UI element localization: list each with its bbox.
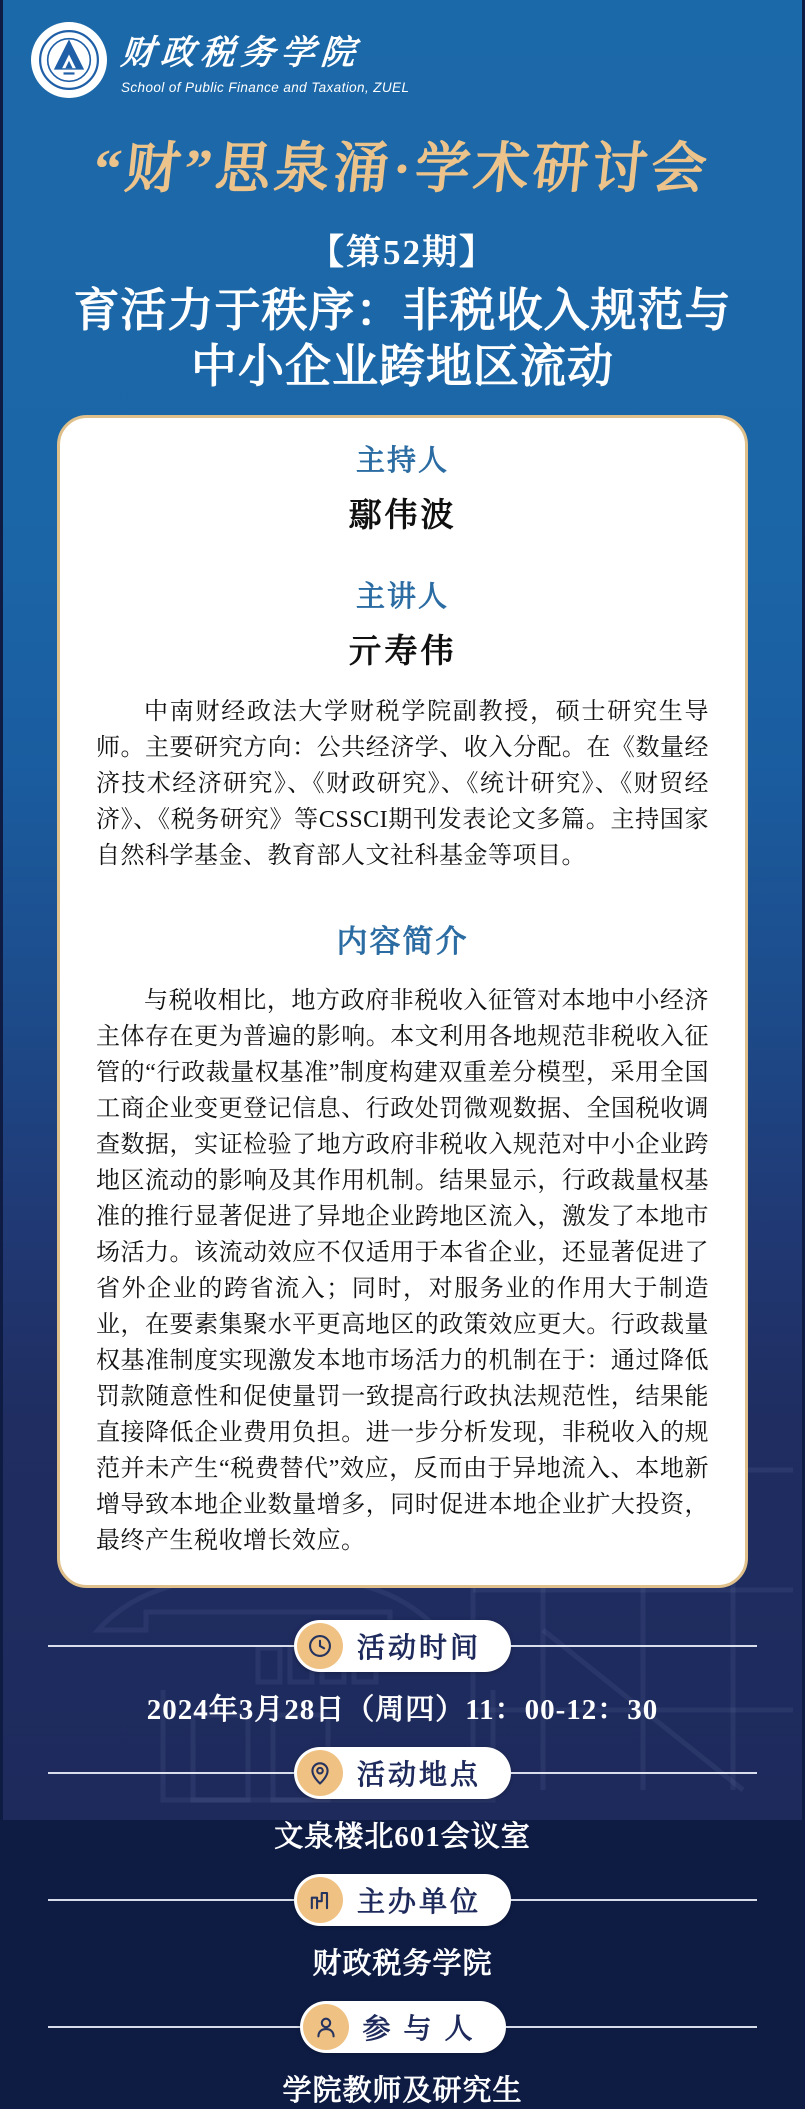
school-name-block	[121, 25, 409, 95]
organizer-badge	[294, 1874, 511, 1926]
event-location-badge	[294, 1747, 511, 1799]
school-name-cn: 财政税务学院	[119, 35, 363, 72]
speaker-bio: 中南财经政法大学财税学院副教授，硕士研究生导师。主要研究方向：公共经济学、收入分配。在《数量经济技术经济研究》、《财政研究》、《统计研究》、《财贸经济》、《税务研究》等CSSCI期刊发表论文多篇。主持国家自然科学基金、教育部人文社科基金等项目。	[96, 699, 709, 870]
event-info-section	[3, 1620, 802, 2109]
abstract-text: 与税收相比，地方政府非税收入征管对本地中小经济主体存在更为普遍的影响。本文利用各地规范非税收入征管的“行政裁量权基准”制度构建双重差分模型，采用全国工商企业变更登记信息、行政处罚微观数据、全国税收调查数据，实证检验了地方政府非税收入规范对中小企业跨地区流动的影响及其作用机制。结果显示，行政裁量权基准的推行显著促进了异地企业跨地区流入，激发了本地市场活力。该流动效应不仅适用于本省企业，还显著促进了省外企业的跨省流入；同时，对服务业的作用大于制造业，在要素集聚水平更高地区的政策效应更大。行政裁量权基准制度实现激发本地市场活力的机制在于：通过降低罚款随意性和促使量罚一致提高行政执法规范性，结果能直接降低企业费用负担。进一步分析发现，非税收入的规范并未产生“税费替代”效应，反而由于异地流入、本地新增导致本地企业数量增多，同时促进本地企业扩大投资，最终产生税收增长效应。	[96, 988, 709, 1555]
participants-row	[3, 2001, 802, 2053]
location-icon	[297, 1750, 343, 1796]
event-location-row	[3, 1747, 802, 1799]
organizer-label: 主办单位	[357, 1887, 482, 1919]
participants-label: 参 与 人	[362, 2014, 476, 2046]
event-time-value: 2024年3月28日（周四）11：00-12：30	[146, 1694, 659, 1727]
school-emblem-icon	[31, 22, 107, 98]
divider-line	[511, 1645, 757, 1647]
organizer-row	[3, 1874, 802, 1926]
event-time-row	[3, 1620, 802, 1672]
event-location-label: 活动地点	[357, 1760, 482, 1792]
details-card	[57, 415, 748, 1588]
school-logo-row	[3, 0, 802, 98]
participants-badge	[300, 2001, 506, 2053]
divider-line	[48, 2026, 300, 2028]
divider-line	[506, 2026, 758, 2028]
participants-value: 学院教师及研究生	[282, 2075, 523, 2108]
divider-line	[511, 1899, 757, 1901]
issue-number: 【第52期】	[308, 233, 496, 272]
clock-icon	[297, 1623, 343, 1669]
host-label: 主持人	[355, 445, 449, 478]
participants-icon	[303, 2004, 349, 2050]
event-location-value: 文泉楼北601会议室	[274, 1821, 531, 1854]
speaker-name: 亓寿伟	[348, 634, 457, 671]
divider-line	[48, 1772, 294, 1774]
event-time-label: 活动时间	[357, 1633, 482, 1665]
organizer-value: 财政税务学院	[312, 1948, 493, 1981]
school-name-en: School of Public Finance and Taxation, ZUEL	[121, 80, 410, 95]
abstract-heading: 内容简介	[336, 924, 469, 960]
seminar-title-line2: 中小企业跨地区流动	[191, 341, 614, 393]
seminar-title-line1: 育活力于秩序：非税收入规范与	[73, 285, 732, 336]
divider-line	[48, 1645, 294, 1647]
divider-line	[511, 1772, 757, 1774]
divider-line	[48, 1899, 294, 1901]
organizer-icon	[297, 1877, 343, 1923]
host-name: 鄢伟波	[348, 498, 457, 535]
seminar-title	[3, 283, 802, 395]
seminar-poster	[3, 0, 802, 2108]
event-time-badge	[294, 1620, 511, 1672]
series-title: “财”思泉涌·学术研讨会	[90, 138, 714, 199]
speaker-label: 主讲人	[355, 581, 449, 614]
